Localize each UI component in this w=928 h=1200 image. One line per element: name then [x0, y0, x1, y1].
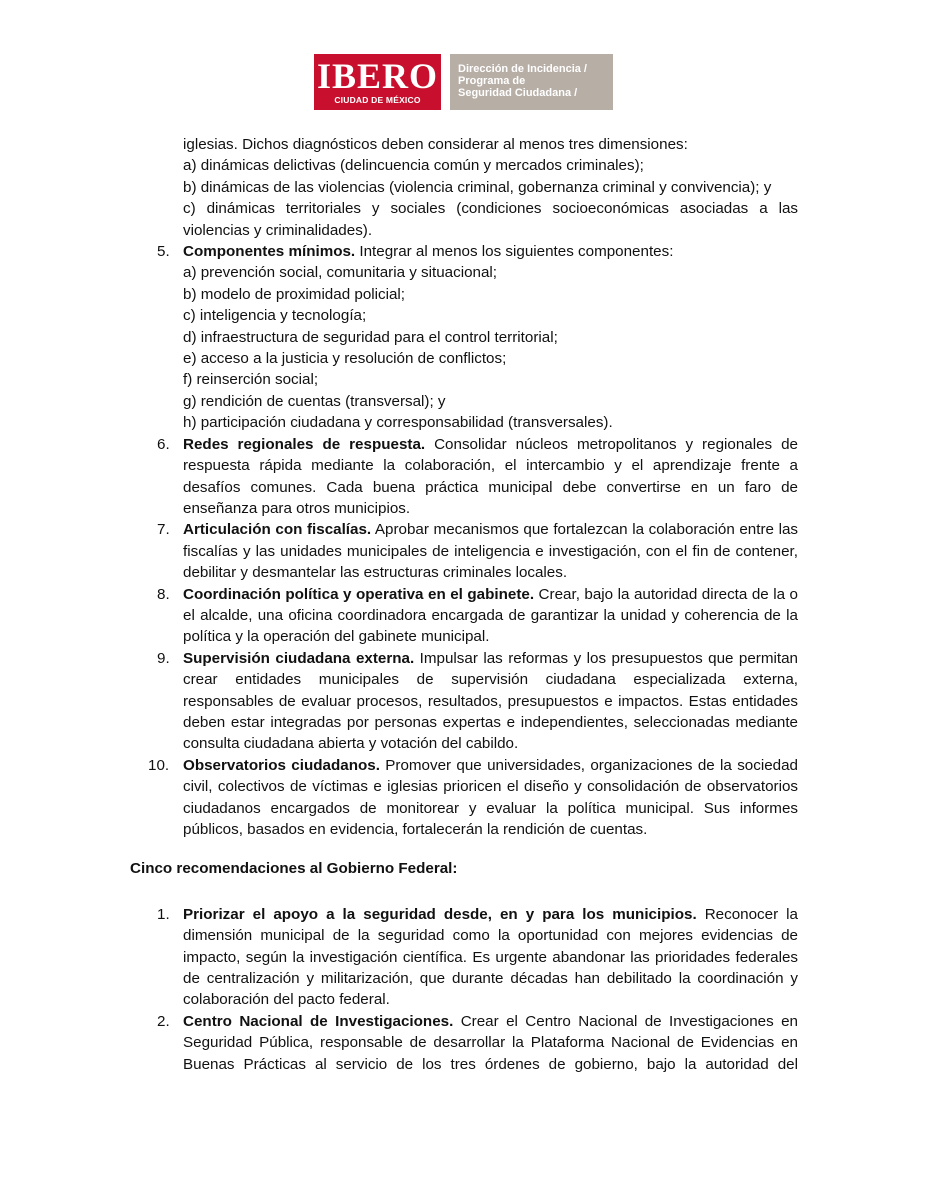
list-item — [130, 648, 798, 755]
item-title: Centro Nacional de Investigaciones. — [183, 1012, 454, 1030]
list-item — [130, 519, 798, 583]
item-number: 5. — [157, 243, 170, 261]
continuation-block — [130, 134, 798, 241]
component-b: b) modelo de proximidad policial; — [183, 285, 406, 303]
item-title: Redes regionales de respuesta. — [183, 435, 426, 453]
item-title: Observatorios ciudadanos. — [183, 756, 380, 774]
item-text: Reconocer la dimensión municipal de la seguridad como la oportunidad con mejores evidencias de impacto, según la investigación científica. Es urgente abandonar las prioridades federales de centralización y militarización, que durante décadas han debilitado la coordinación y colaboración del pacto federal. — [183, 905, 798, 1009]
item-title: Articulación con fiscalías. — [183, 521, 372, 539]
component-d: d) infraestructura de seguridad para el control territorial; — [183, 328, 558, 346]
item-text: Consolidar núcleos metropolitanos y regionales de respuesta rápida mediante la colaboración, el intercambio y el aprendizaje frente a desafíos comunes. Cada buena práctica municipal debe convertirse en un faro de enseñanza para otros municipios. — [183, 435, 798, 517]
item-title: Supervisión ciudadana externa. — [183, 649, 415, 667]
list-item — [130, 755, 798, 841]
list-item — [130, 904, 798, 1011]
department-line-3: Seguridad Ciudadana / — [458, 87, 578, 99]
item-title: Componentes mínimos. — [183, 243, 356, 261]
item-number: 7. — [157, 521, 170, 539]
item-number: 10. — [148, 756, 170, 774]
dimension-a: a) dinámicas delictivas (delincuencia común y mercados criminales); — [183, 157, 644, 175]
component-a: a) prevención social, comunitaria y situacional; — [183, 264, 498, 282]
department-line-2: Programa de — [458, 75, 526, 87]
component-g: g) rendición de cuentas (transversal); y — [183, 392, 446, 410]
item-title: Coordinación política y operativa en el gabinete. — [183, 585, 535, 603]
dimension-c: c) dinámicas territoriales y sociales (condiciones socioeconómicas asociadas a las violencias y criminalidades). — [183, 200, 798, 239]
logo-subtitle: CIUDAD DE MÉXICO — [334, 95, 421, 105]
page-header — [314, 54, 613, 110]
item-text: Promover que universidades, organizaciones de la sociedad civil, colectivos de víctimas e iglesias prioricen el diseño y consolidación de observatorios ciudadanos encargados de monitorear y evaluar la política municipal. Sus informes públicos, basados en evidencia, fortalecerán la rendición de cuentas. — [183, 756, 798, 838]
item-number: 9. — [157, 649, 170, 667]
item-text: Aprobar mecanismos que fortalezcan la colaboración entre las fiscalías y las unidades municipales de inteligencia e investigación, con el fin de contener, debilitar y desmantelar las estructuras criminales locales. — [183, 521, 798, 582]
item-text: Integrar al menos los siguientes componentes: — [355, 243, 674, 261]
continuation-intro: iglesias. Dichos diagnósticos deben considerar al menos tres dimensiones: — [183, 136, 688, 153]
item-text: Crear, bajo la autoridad directa de la o el alcalde, una oficina coordinadora encargada de garantizar la unidad y coherencia de la política y la operación del gabinete municipal. — [183, 585, 799, 646]
item-number: 8. — [157, 585, 170, 603]
item-title: Priorizar el apoyo a la seguridad desde, en y para los municipios. — [183, 905, 697, 923]
component-h: h) participación ciudadana y corresponsabilidad (transversales). — [183, 414, 613, 432]
item-text: Crear el Centro Nacional de Investigaciones en Seguridad Pública, responsable de desarrollar la Plataforma Nacional de Evidencias en Buenas Prácticas al servicio de los tres órdenes de gobierno, bajo la autoridad del — [183, 1012, 798, 1073]
department-label — [450, 54, 613, 110]
item-number: 2. — [157, 1012, 170, 1030]
list-item — [130, 584, 798, 648]
logo-word: IBERO — [316, 56, 439, 96]
item-number: 1. — [157, 905, 170, 923]
item-text: Impulsar las reformas y los presupuestos que permitan crear entidades municipales de supervisión ciudadana especializada externa, responsables de evaluar procesos, resultados, presupuestos e impactos. Estas entidades deben estar integradas por personas expertas e independientes, seleccionadas mediante consulta ciudadana abierta y votación del cabildo. — [183, 649, 799, 753]
list-item — [130, 241, 798, 434]
component-c: c) inteligencia y tecnología; — [183, 307, 367, 325]
section-heading-federal: Cinco recomendaciones al Gobierno Federal: — [130, 860, 458, 878]
component-e: e) acceso a la justicia y resolución de conflictos; — [183, 350, 507, 368]
list-item — [130, 1011, 798, 1075]
document-body — [130, 134, 798, 1075]
dimension-b: b) dinámicas de las violencias (violencia criminal, gobernanza criminal y convivencia); y — [183, 178, 772, 196]
ibero-logo — [314, 54, 441, 110]
department-line-1: Dirección de Incidencia / — [458, 63, 587, 75]
component-f: f) reinserción social; — [183, 371, 319, 389]
item-number: 6. — [157, 435, 170, 453]
list-item — [130, 434, 798, 520]
